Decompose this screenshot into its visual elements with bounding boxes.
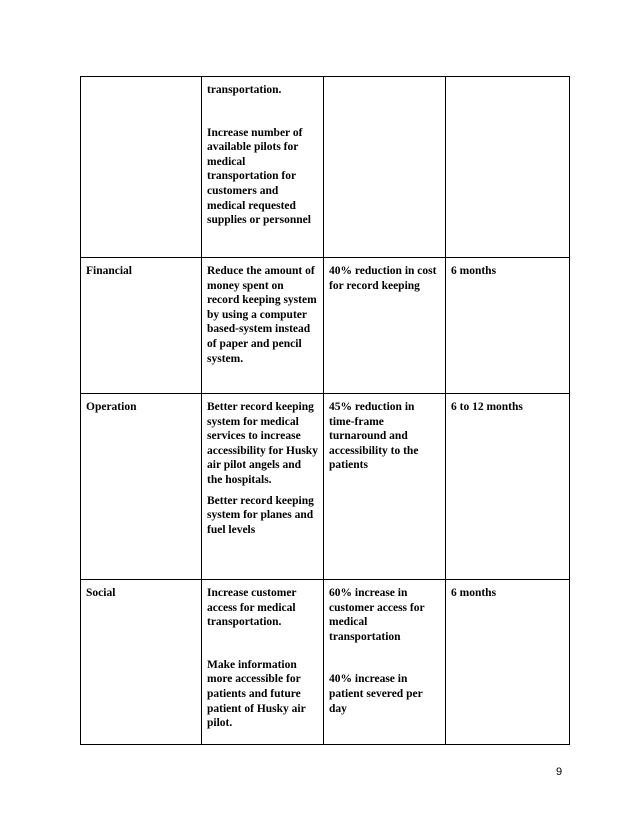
category-cell (81, 77, 202, 258)
objective-cell (202, 394, 324, 580)
objective-cell (202, 580, 324, 745)
table-row (81, 77, 570, 258)
table-row (81, 258, 570, 394)
measure-cell (324, 77, 446, 258)
objectives-table (80, 76, 570, 745)
timeframe-cell: 6 months (446, 258, 570, 394)
category-cell: Social (81, 580, 202, 745)
table-row (81, 580, 570, 745)
measure-cell (324, 394, 446, 580)
timeframe-cell: 6 months (446, 580, 570, 745)
objective-text: Reduce the amount of money spent on record keeping system by using a computer based-system instead of paper and pencil system. (207, 265, 317, 365)
measure-text: 60% increase in customer access for medical transportation (329, 587, 425, 643)
objective-text: Increase number of available pilots for medical transportation for customers and medical requested supplies or personnel (207, 126, 311, 227)
measure-text: 40% reduction in cost for record keeping (329, 265, 437, 292)
timeframe-cell (446, 77, 570, 258)
measure-cell (324, 580, 446, 745)
objective-text: transportation. (207, 84, 282, 96)
timeframe-cell: 6 to 12 months (446, 394, 570, 580)
objective-text: Better record keeping system for planes and fuel levels (207, 494, 314, 536)
objective-text: Increase customer access for medical transportation. (207, 587, 297, 629)
category-cell: Operation (81, 394, 202, 580)
measure-cell (324, 258, 446, 394)
objective-cell (202, 258, 324, 394)
page-number: 9 (556, 766, 563, 778)
category-cell: Financial (81, 258, 202, 394)
objective-cell (202, 77, 324, 258)
measure-text: 45% reduction in time-frame turnaround and accessibility to the patients (329, 401, 419, 472)
table-row (81, 394, 570, 580)
objective-text: Better record keeping system for medical services to increase accessibility for Husky air pilot angels and the hospitals. (207, 401, 318, 486)
objective-text: Make information more accessible for patients and future patient of Husky air pilot. (207, 658, 306, 730)
measure-text: 40% increase in patient severed per day (329, 673, 423, 715)
